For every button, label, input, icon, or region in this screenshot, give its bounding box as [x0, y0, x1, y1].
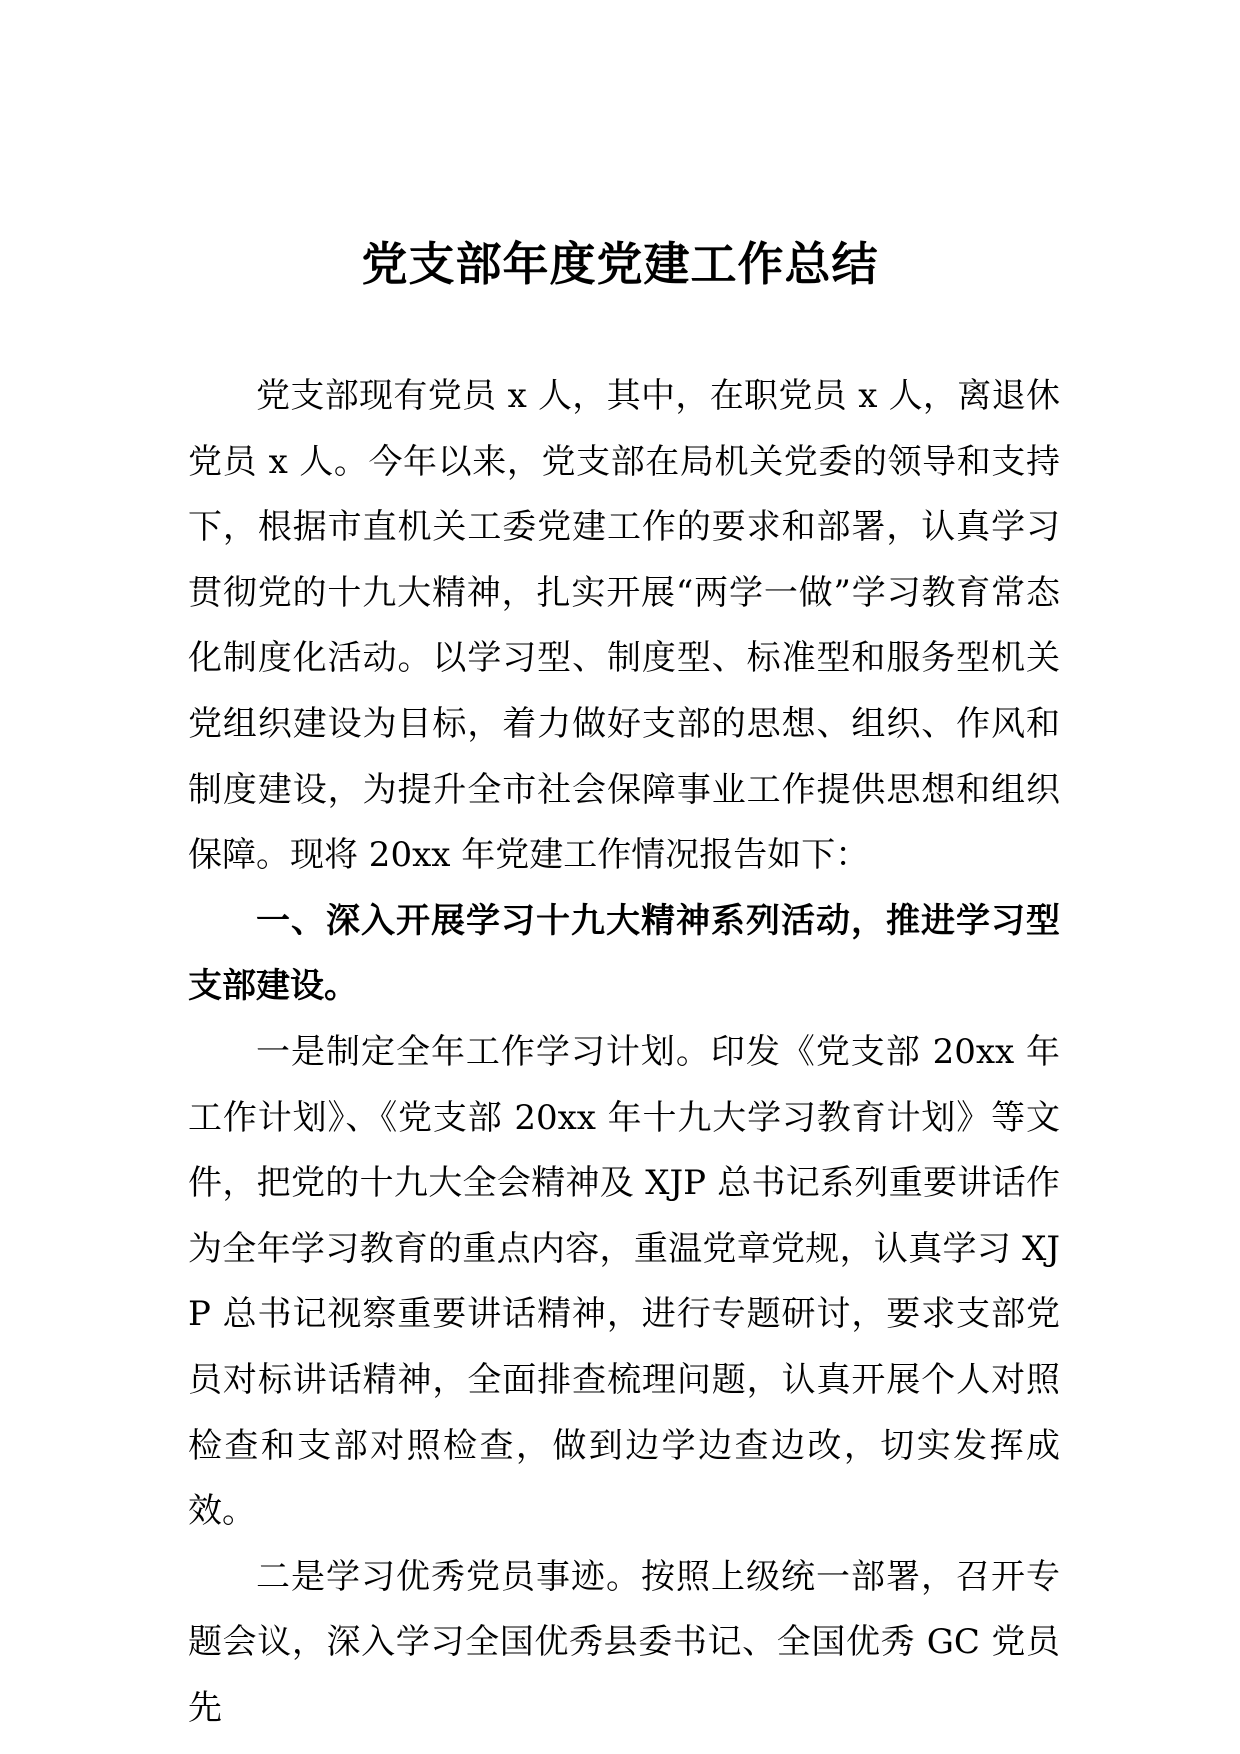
document-body: [188, 364, 1060, 1741]
body-paragraph-1: 一是制定全年工作学习计划。印发《党支部 20xx 年工作计划》、《党支部 20xx 年十九大学习教育计划》等文件，把党的十九大全会精神及 XJP 总书记系列重要讲话作为全年学习教育的重点内容，重温党章党规，认真学习 XJP 总书记视察重要讲话精神，进行专题研讨，要求支部党员对标讲话精神，全面排查梳理问题，认真开展个人对照检查和支部对照检查，做到边学边查边改，切实发挥成效。: [188, 1031, 1060, 1532]
document-title: 党支部年度党建工作总结: [361, 237, 879, 291]
section-heading-1: 一、深入开展学习十九大精神系列活动，推进学习型支部建设。: [188, 900, 1060, 1007]
body-paragraph-2: 二是学习优秀党员事迹。按照上级统一部署，召开专题会议，深入学习全国优秀县委书记、全国优秀 GC 党员先: [188, 1556, 1060, 1728]
intro-paragraph: 党支部现有党员 x 人，其中，在职党员 x 人，离退休党员 x 人。今年以来，党支部在局机关党委的领导和支持下，根据市直机关工委党建工作的要求和部署，认真学习贯彻党的十九大精神，扎实开展“两学一做”学习教育常态化制度化活动。以学习型、制度型、标准型和服务型机关党组织建设为目标，着力做好支部的思想、组织、作风和制度建设，为提升全市社会保障事业工作提供思想和组织保障。现将 20xx 年党建工作情况报告如下：: [188, 376, 1060, 876]
